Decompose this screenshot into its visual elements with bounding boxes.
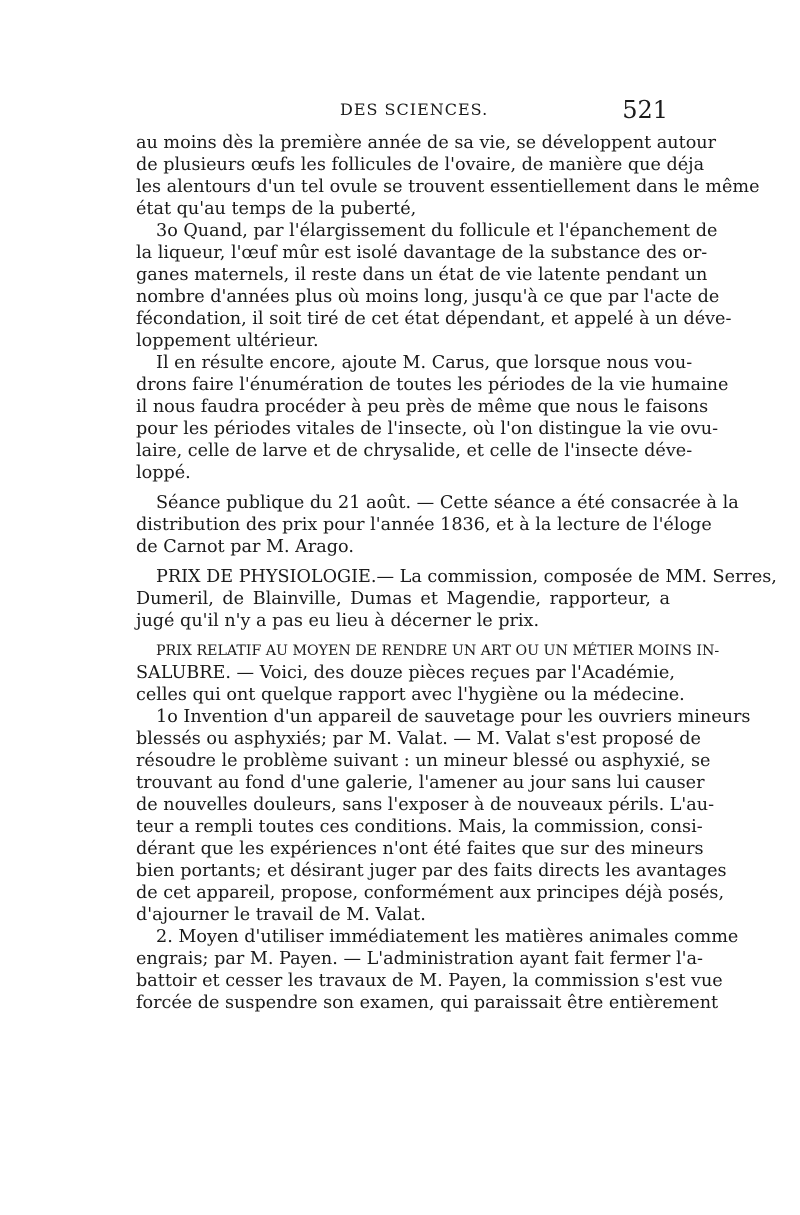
text-line: distribution des prix pour l'année 1836, et à la lecture de l'éloge [136,515,712,535]
page-number: 521 [622,96,668,124]
text-line: Séance publique du 21 août. — Cette séance a été consacrée à la [156,493,739,513]
text-line: PRIX DE PHYSIOLOGIE.— La commission, composée de MM. Serres, [156,567,777,587]
text-line: nombre d'années plus où moins long, jusqu'à ce que par l'acte de [136,287,720,307]
paragraph-prix-insalubre [136,640,720,706]
text-line: fécondation, il soit tiré de cet état dépendant, et appelé à un déve- [136,309,732,329]
text-line: ganes maternels, il reste dans un état de vie latente pendant un [136,265,708,285]
running-title: DES SCIENCES. [340,100,489,119]
text-line: résoudre le problème suivant : un mineur blessé ou asphyxié, se [136,751,711,771]
text-line: forcée de suspendre son examen, qui paraissait être entièrement [136,993,719,1013]
text-line: de cet appareil, propose, conformément aux principes déjà posés, [136,883,725,903]
text-line: au moins dès la première année de sa vie, se développent autour [136,133,717,153]
paragraph-ovule [136,132,760,220]
text-line: laire, celle de larve et de chrysalide, et celle de l'insecte déve- [136,441,693,461]
text-line: de nouvelles douleurs, sans l'exposer à de nouveaux périls. L'au- [136,795,715,815]
text-line: loppement ultérieur. [136,331,319,351]
text-line: état qu'au temps de la puberté, [136,199,417,219]
text-line: bien portants; et désirant juger par des faits directs les avantages [136,861,727,881]
paragraph-valat [136,706,751,926]
text-line: 1o Invention d'un appareil de sauvetage pour les ouvriers mineurs [156,707,751,727]
paragraph-carus [136,352,729,484]
text-line: de plusieurs œufs les follicules de l'ovaire, de manière que déja [136,155,705,175]
text-line: jugé qu'il n'y a pas eu lieu à décerner le prix. [136,611,540,631]
text-line: trouvant au fond d'une galerie, l'amener au jour sans lui causer [136,773,705,793]
text-line: battoir et cesser les travaux de M. Payen, la commission s'est vue [136,971,723,991]
text-line: SALUBRE. — Voici, des douze pièces reçues par l'Académie, [136,663,675,683]
text-line: 2. Moyen d'utiliser immédiatement les matières animales comme [156,927,739,947]
text-line: Il en résulte encore, ajoute M. Carus, que lorsque nous vou- [156,353,693,373]
paragraph-seance-publique [136,492,739,558]
text-line: dérant que les expériences n'ont été faites que sur des mineurs [136,839,704,859]
text-line: 3o Quand, par l'élargissement du follicule et l'épanchement de [156,221,718,241]
text-line: les alentours d'un tel ovule se trouvent essentiellement dans le même [136,177,760,197]
text-line: drons faire l'énumération de toutes les périodes de la vie humaine [136,375,729,395]
text-line: Dumeril, de Blainville, Dumas et Magendie, rapporteur, a [136,589,670,609]
paragraph-third-point [136,220,732,352]
text-line: loppé. [136,463,191,483]
text-line: d'ajourner le travail de M. Valat. [136,905,426,925]
text-line: teur a rempli toutes ces conditions. Mais, la commission, consi- [136,817,703,837]
paragraph-payen [136,926,739,1014]
paragraph-prix-physiologie [136,566,777,632]
text-line: pour les périodes vitales de l'insecte, où l'on distingue la vie ovu- [136,419,719,439]
text-line: il nous faudra procéder à peu près de même que nous le faisons [136,397,709,417]
text-line: celles qui ont quelque rapport avec l'hygiène ou la médecine. [136,685,685,705]
text-line: de Carnot par M. Arago. [136,537,354,557]
text-line: engrais; par M. Payen. — L'administration ayant fait fermer l'a- [136,949,703,969]
book-page [136,96,777,1014]
text-line: blessés ou asphyxiés; par M. Valat. — M. Valat s'est proposé de [136,729,701,749]
running-head [136,98,670,128]
text-line: PRIX RELATIF AU MOYEN DE RENDRE UN ART OU UN MÉTIER MOINS IN- [156,643,720,659]
text-line: la liqueur, l'œuf mûr est isolé davantage de la substance des or- [136,243,708,263]
